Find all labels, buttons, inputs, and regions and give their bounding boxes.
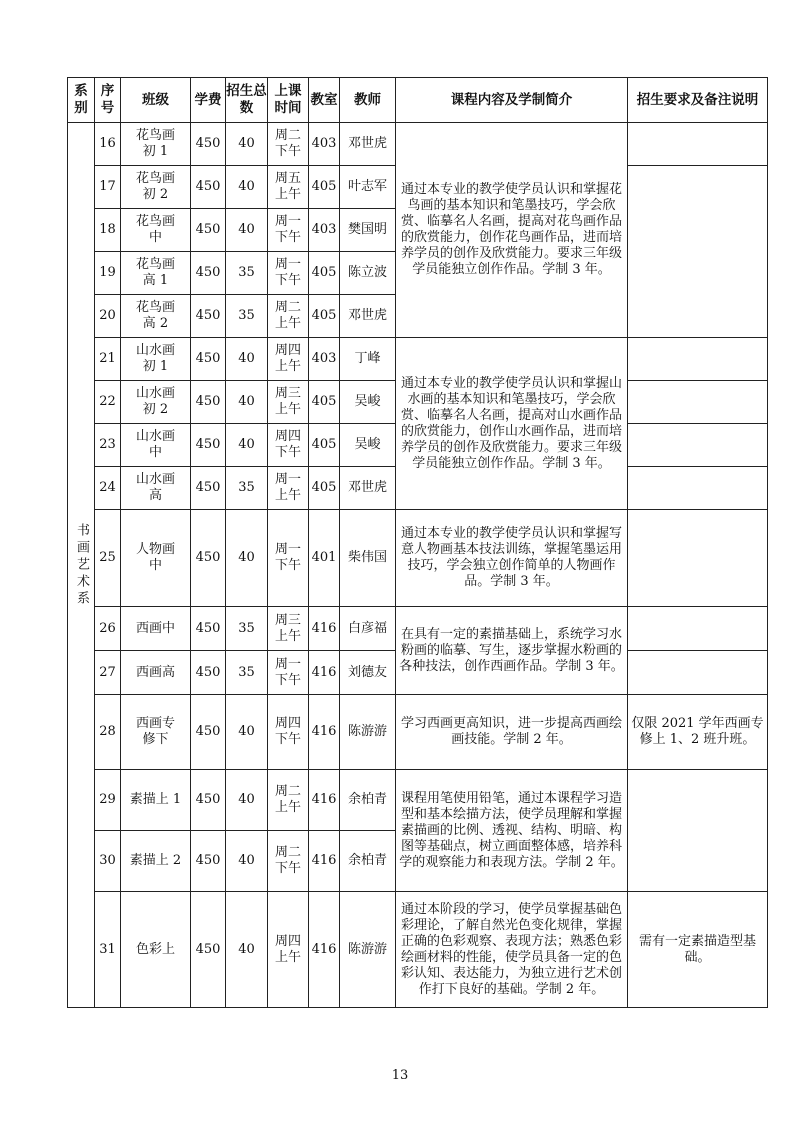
teacher-cell: 樊国明 (340, 209, 396, 252)
class-line-2: 中 (148, 445, 162, 460)
time-period: 下午 (274, 273, 301, 288)
time-day: 周二 (274, 845, 301, 860)
class-line-2: 初 2 (142, 402, 169, 417)
note-cell: 仅限 2021 学年西画专修上 1、2 班升班。 (628, 695, 768, 770)
time-day: 周一 (274, 472, 301, 487)
teacher-cell: 柴伟国 (340, 510, 396, 607)
class-line-2: 高 1 (142, 273, 169, 288)
time-period: 下午 (274, 861, 301, 876)
fee-cell: 450 (191, 467, 226, 510)
time-cell (268, 252, 309, 295)
seq-cell: 25 (95, 510, 121, 607)
time-day: 周一 (274, 257, 301, 272)
time-day: 周三 (274, 612, 301, 628)
table-row (68, 892, 768, 1008)
class-line-1: 西画专 (135, 716, 175, 731)
time-cell (268, 295, 309, 338)
room-cell: 416 (309, 831, 340, 892)
class-line-1: 山水画 (135, 472, 175, 487)
note-cell (628, 381, 768, 424)
fee-cell: 450 (191, 381, 226, 424)
teacher-cell: 陈游游 (340, 695, 396, 770)
header-dept: 系别 (68, 78, 95, 123)
class-cell (121, 424, 191, 467)
class-cell (121, 510, 191, 607)
teacher-cell: 陈游游 (340, 892, 396, 1008)
class-cell (121, 467, 191, 510)
class-line-1: 花鸟画 (135, 171, 175, 186)
header-class: 班级 (121, 78, 191, 123)
quota-cell: 35 (226, 252, 268, 295)
class-line-1: 山水画 (135, 386, 175, 401)
class-cell (121, 381, 191, 424)
class-line-2: 初 2 (142, 187, 169, 202)
description-cell: 通过本专业的教学使学员认识和掌握花鸟画的基本知识和笔墨技巧，学会欣赏、临摹名人名画，提高对花鸟画作品的欣赏能力，创作花鸟画作品，进而培养学员的创作及欣赏能力。要求三年级学员能独立创作作品。学制 3 年。 (396, 123, 628, 338)
class-cell (121, 252, 191, 295)
time-day: 周二 (274, 784, 301, 799)
time-period: 上午 (274, 316, 301, 331)
time-cell (268, 607, 309, 651)
room-cell: 403 (309, 123, 340, 166)
room-cell: 405 (309, 424, 340, 467)
table-row (68, 695, 768, 770)
class-cell (121, 123, 191, 166)
class-line-1: 人物画 (135, 542, 175, 557)
quota-cell: 40 (226, 892, 268, 1008)
class-line-1: 素描上 2 (129, 853, 182, 868)
seq-cell: 31 (95, 892, 121, 1008)
class-line-1: 花鸟画 (135, 300, 175, 315)
time-period: 下午 (274, 672, 301, 688)
quota-cell: 35 (226, 607, 268, 651)
time-period: 下午 (274, 230, 301, 245)
teacher-cell: 白彦福 (340, 607, 396, 651)
description-cell: 通过本专业的教学使学员认识和掌握写意人物画基本技法训练，掌握笔墨运用技巧，学会独立创作简单的人物画作品。学制 3 年。 (396, 510, 628, 607)
time-cell (268, 424, 309, 467)
time-cell (268, 209, 309, 252)
teacher-cell: 邓世虎 (340, 123, 396, 166)
time-period: 上午 (274, 488, 301, 503)
fee-cell: 450 (191, 831, 226, 892)
teacher-cell: 邓世虎 (340, 467, 396, 510)
class-line-1: 花鸟画 (135, 214, 175, 229)
header-quota: 招生总数 (226, 78, 268, 123)
class-cell (121, 695, 191, 770)
seq-cell: 18 (95, 209, 121, 252)
note-cell (628, 467, 768, 510)
seq-cell: 26 (95, 607, 121, 651)
note-cell (628, 510, 768, 607)
note-cell (628, 123, 768, 166)
class-line-2: 高 (148, 488, 162, 503)
quota-cell: 40 (226, 831, 268, 892)
room-cell: 416 (309, 607, 340, 651)
time-cell (268, 123, 309, 166)
class-line-2: 初 1 (142, 144, 169, 159)
class-line-1: 西画中 (135, 620, 175, 636)
class-line-2: 中 (148, 558, 162, 573)
description-cell: 学习西画更高知识，进一步提高西画绘画技能。学制 2 年。 (396, 695, 628, 770)
seq-cell: 16 (95, 123, 121, 166)
quota-cell: 40 (226, 209, 268, 252)
schedule-table (67, 77, 768, 1008)
time-cell (268, 892, 309, 1008)
fee-cell: 450 (191, 252, 226, 295)
time-cell (268, 381, 309, 424)
time-period: 下午 (274, 732, 301, 747)
teacher-cell: 邓世虎 (340, 295, 396, 338)
fee-cell: 450 (191, 770, 226, 831)
class-line-2: 中 (148, 230, 162, 245)
quota-cell: 35 (226, 467, 268, 510)
table-row (68, 607, 768, 651)
class-cell (121, 166, 191, 209)
header-seq: 序号 (95, 78, 121, 123)
room-cell: 403 (309, 338, 340, 381)
seq-cell: 28 (95, 695, 121, 770)
class-cell (121, 892, 191, 1008)
time-period: 下午 (274, 558, 301, 573)
fee-cell: 450 (191, 209, 226, 252)
time-day: 周一 (274, 656, 301, 672)
class-cell (121, 651, 191, 695)
seq-cell: 19 (95, 252, 121, 295)
quota-cell: 40 (226, 770, 268, 831)
header-desc: 课程内容及学制简介 (396, 78, 628, 123)
fee-cell: 450 (191, 424, 226, 467)
seq-cell: 22 (95, 381, 121, 424)
time-period: 上午 (274, 187, 301, 202)
time-cell (268, 770, 309, 831)
time-day: 周二 (274, 128, 301, 143)
time-day: 周四 (274, 429, 301, 444)
teacher-cell: 叶志军 (340, 166, 396, 209)
fee-cell: 450 (191, 892, 226, 1008)
page-number: 13 (391, 1068, 409, 1083)
fee-cell: 450 (191, 123, 226, 166)
class-line-1: 西画高 (135, 664, 175, 680)
room-cell: 416 (309, 892, 340, 1008)
seq-cell: 23 (95, 424, 121, 467)
class-line-1: 色彩上 (135, 941, 175, 957)
teacher-cell: 刘德友 (340, 651, 396, 695)
seq-cell: 21 (95, 338, 121, 381)
table-row (68, 770, 768, 831)
note-cell: 需有一定素描造型基础。 (628, 892, 768, 1008)
time-day: 周四 (274, 343, 301, 358)
quota-cell: 40 (226, 166, 268, 209)
fee-cell: 450 (191, 607, 226, 651)
description-cell: 在具有一定的素描基础上，系统学习水粉画的临摹、写生，逐步掌握水粉画的各种技法，创作西画作品。学制 3 年。 (396, 607, 628, 695)
room-cell: 416 (309, 695, 340, 770)
time-period: 下午 (274, 144, 301, 159)
room-cell: 416 (309, 651, 340, 695)
room-cell: 405 (309, 252, 340, 295)
seq-cell: 20 (95, 295, 121, 338)
description-cell: 课程用笔使用铅笔，通过本课程学习造型和基本绘描方法，使学员理解和掌握素描画的比例、透视、结构、明暗、构图等基础点，树立画面整体感，培养科学的观察能力和表现方法。学制 2 年。 (396, 770, 628, 892)
class-line-1: 山水画 (135, 343, 175, 358)
class-line-1: 山水画 (135, 429, 175, 444)
note-cell (628, 607, 768, 651)
time-day: 周五 (274, 171, 301, 186)
note-cell (628, 770, 768, 892)
fee-cell: 450 (191, 166, 226, 209)
quota-cell: 40 (226, 123, 268, 166)
quota-cell: 40 (226, 424, 268, 467)
time-cell (268, 651, 309, 695)
table-row (68, 123, 768, 166)
room-cell: 405 (309, 467, 340, 510)
time-day: 周三 (274, 386, 301, 401)
teacher-cell: 陈立波 (340, 252, 396, 295)
description-cell: 通过本阶段的学习，使学员掌握基础色彩理论，了解自然光色变化规律，掌握正确的色彩观察、表现方法；熟悉色彩绘画材料的性能，使学员具备一定的色彩认知、表达能力，为独立进行艺术创作打下良好的基础。学制 2 年。 (396, 892, 628, 1008)
header-room: 教室 (309, 78, 340, 123)
quota-cell: 40 (226, 695, 268, 770)
time-period: 上午 (274, 949, 301, 965)
time-day: 周一 (274, 214, 301, 229)
time-cell (268, 467, 309, 510)
quota-cell: 35 (226, 651, 268, 695)
note-cell (628, 166, 768, 338)
teacher-cell: 余柏青 (340, 831, 396, 892)
room-cell: 405 (309, 295, 340, 338)
time-day: 周四 (274, 716, 301, 731)
quota-cell: 40 (226, 510, 268, 607)
header-time: 上课时间 (268, 78, 309, 123)
class-line-2: 初 1 (142, 359, 169, 374)
room-cell: 401 (309, 510, 340, 607)
room-cell: 403 (309, 209, 340, 252)
room-cell: 416 (309, 770, 340, 831)
fee-cell: 450 (191, 510, 226, 607)
fee-cell: 450 (191, 651, 226, 695)
note-cell (628, 424, 768, 467)
fee-cell: 450 (191, 338, 226, 381)
class-line-1: 花鸟画 (135, 128, 175, 143)
time-day: 周一 (274, 542, 301, 557)
class-cell (121, 831, 191, 892)
seq-cell: 24 (95, 467, 121, 510)
quota-cell: 40 (226, 338, 268, 381)
time-cell (268, 166, 309, 209)
room-cell: 405 (309, 381, 340, 424)
header-teacher: 教师 (340, 78, 396, 123)
class-line-2: 修下 (142, 732, 169, 747)
teacher-cell: 吴峻 (340, 381, 396, 424)
seq-cell: 29 (95, 770, 121, 831)
time-period: 下午 (274, 445, 301, 460)
time-day: 周二 (274, 300, 301, 315)
class-cell (121, 607, 191, 651)
time-cell (268, 831, 309, 892)
time-period: 上午 (274, 628, 301, 644)
time-period: 上午 (274, 800, 301, 815)
teacher-cell: 丁峰 (340, 338, 396, 381)
note-cell (628, 338, 768, 381)
seq-cell: 17 (95, 166, 121, 209)
teacher-cell: 余柏青 (340, 770, 396, 831)
class-cell (121, 338, 191, 381)
time-cell (268, 510, 309, 607)
dept-cell: 书画艺术系 (68, 123, 95, 1008)
table-row (68, 338, 768, 381)
fee-cell: 450 (191, 695, 226, 770)
class-cell (121, 770, 191, 831)
class-line-1: 花鸟画 (135, 257, 175, 272)
class-cell (121, 295, 191, 338)
teacher-cell: 吴峻 (340, 424, 396, 467)
time-cell (268, 695, 309, 770)
class-line-2: 高 2 (142, 316, 169, 331)
time-cell (268, 338, 309, 381)
quota-cell: 40 (226, 381, 268, 424)
seq-cell: 27 (95, 651, 121, 695)
table-row (68, 510, 768, 607)
header-fee: 学费 (191, 78, 226, 123)
header-row (68, 78, 768, 123)
description-cell: 通过本专业的教学使学员认识和掌握山水画的基本知识和笔墨技巧，学会欣赏、临摹名人名画，提高对山水画作品的欣赏能力，创作山水画作品，进而培养学员的创作及欣赏能力。要求三年级学员能独立创作作品。学制 3 年。 (396, 338, 628, 510)
seq-cell: 30 (95, 831, 121, 892)
note-cell (628, 651, 768, 695)
class-line-1: 素描上 1 (129, 792, 182, 807)
time-period: 上午 (274, 359, 301, 374)
quota-cell: 35 (226, 295, 268, 338)
room-cell: 405 (309, 166, 340, 209)
time-period: 上午 (274, 402, 301, 417)
time-day: 周四 (274, 933, 301, 949)
fee-cell: 450 (191, 295, 226, 338)
class-cell (121, 209, 191, 252)
header-note: 招生要求及备注说明 (628, 78, 768, 123)
